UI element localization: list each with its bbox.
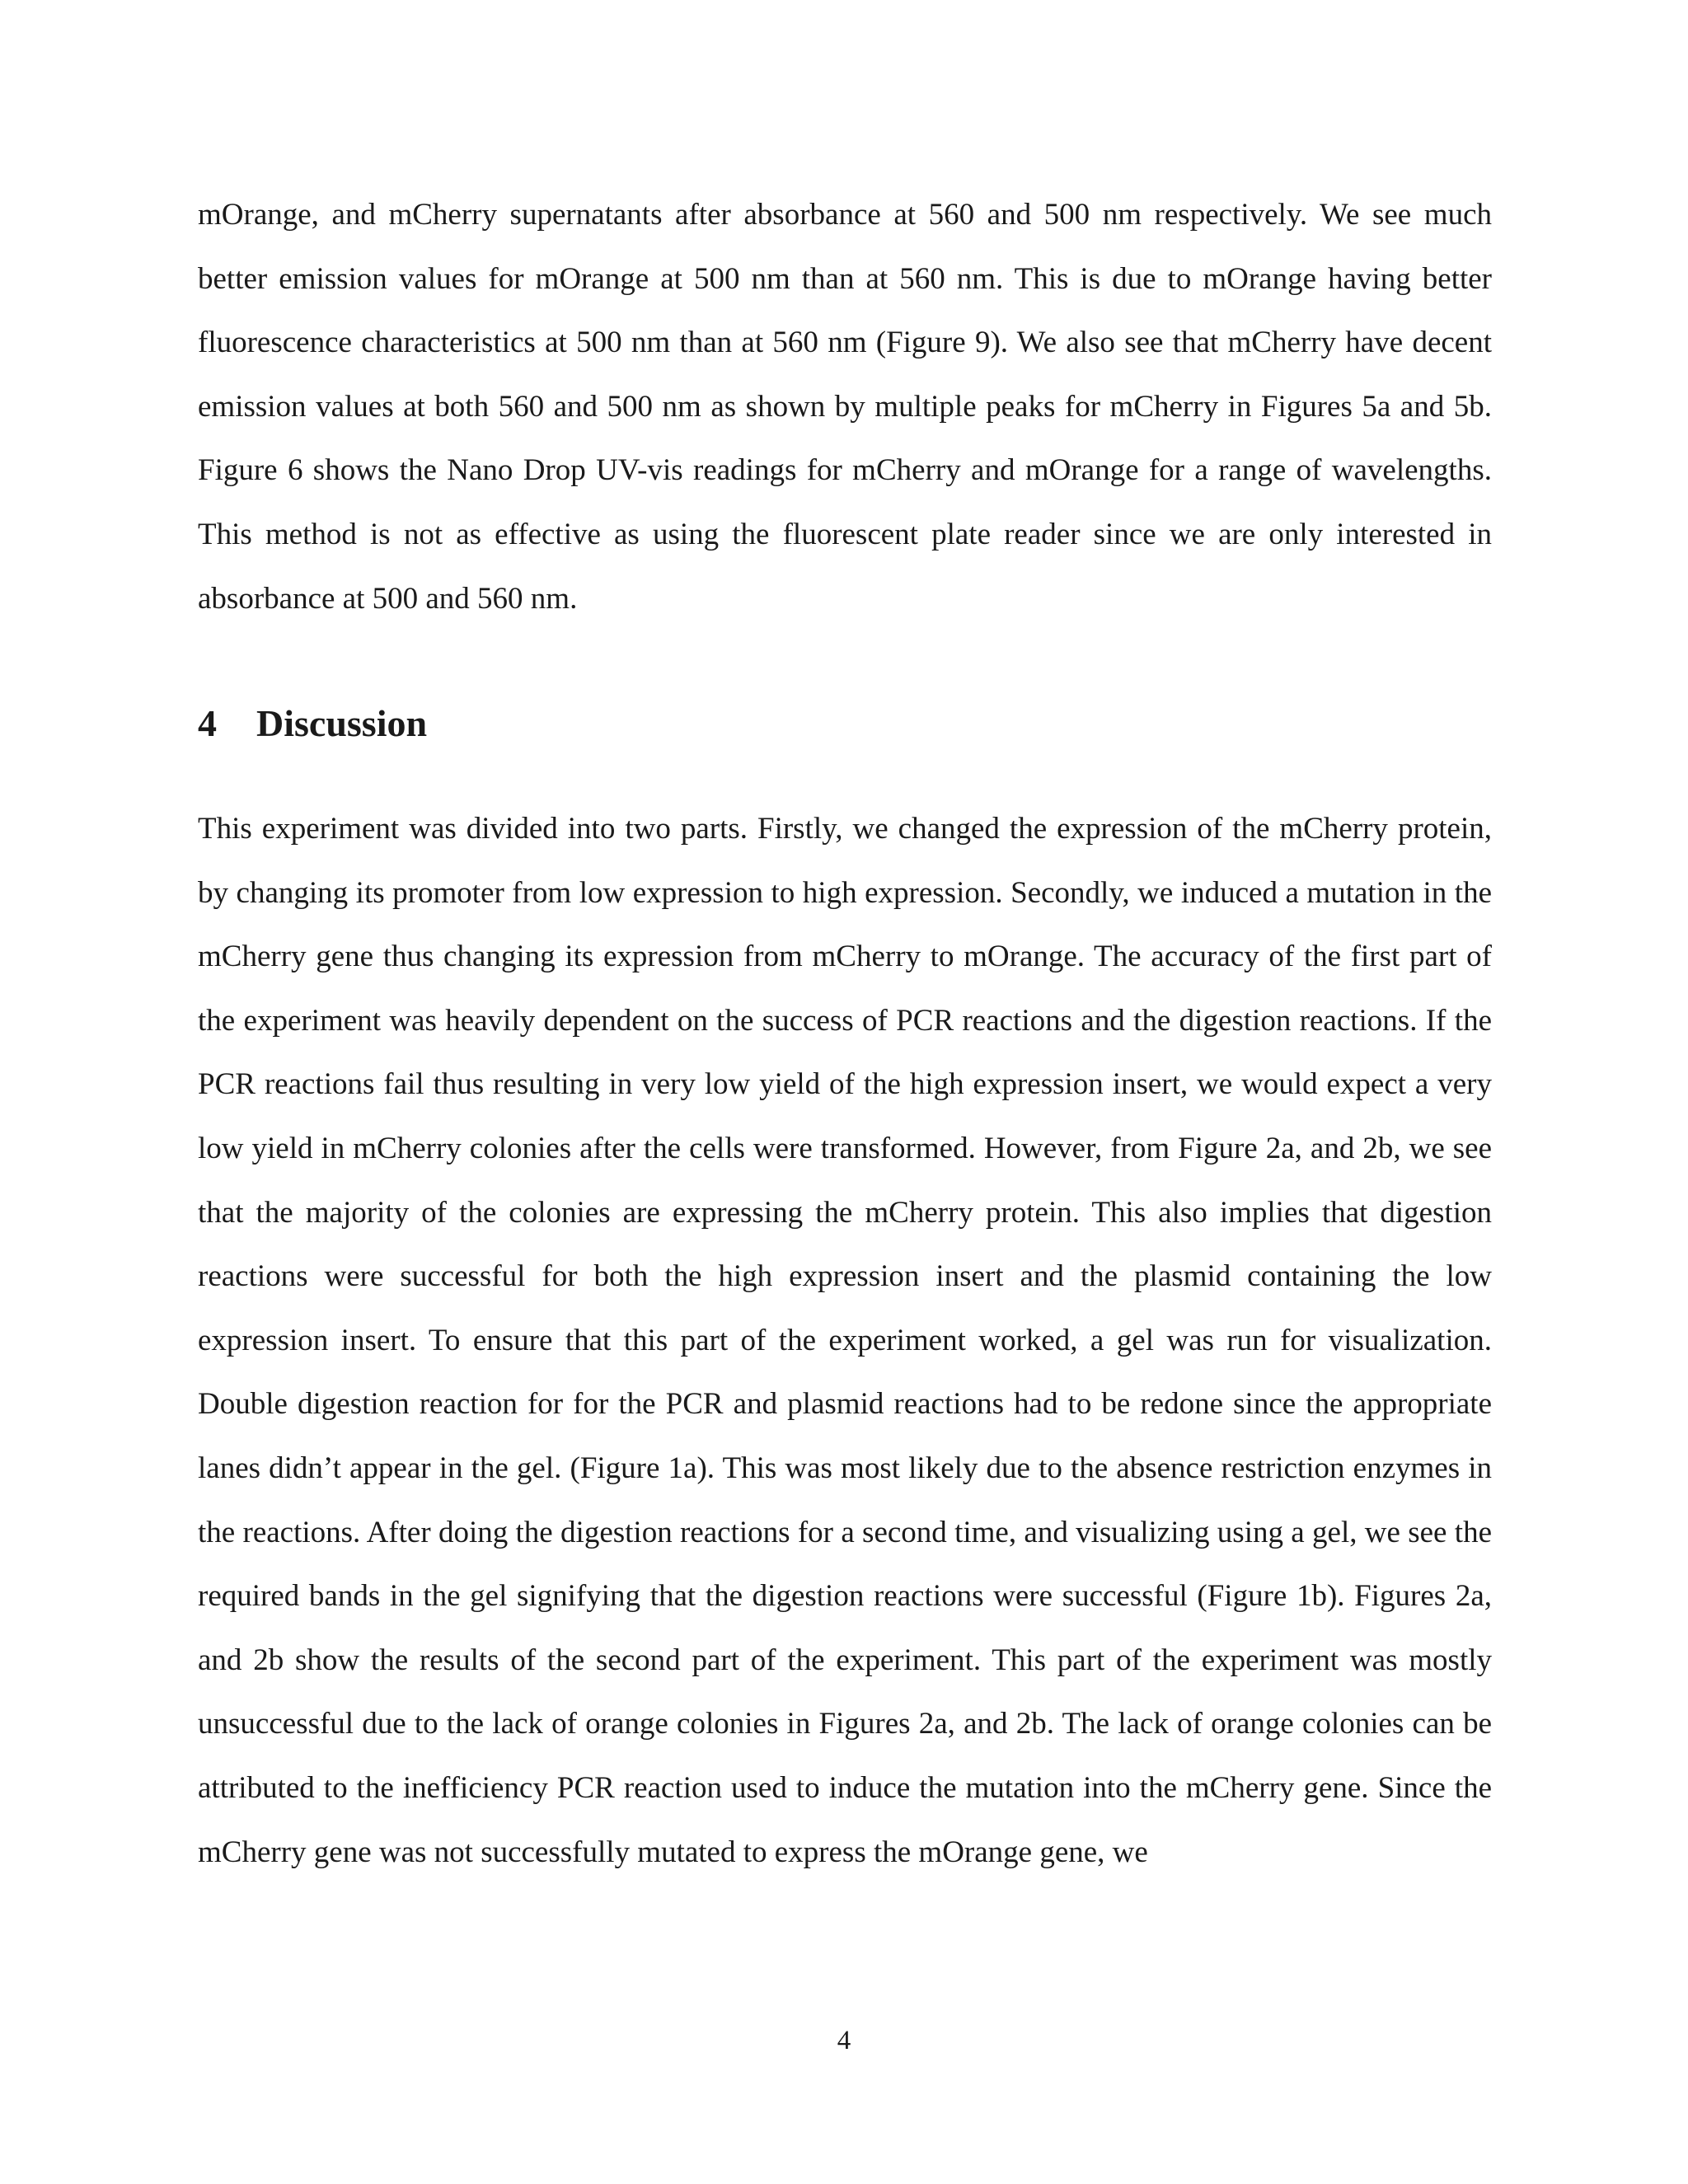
section-heading [198,699,427,748]
page-number: 4 [837,2026,851,2055]
section-title: Discussion [256,702,428,744]
results-paragraph: mOrange, and mCherry supernatants after absorbance at 560 and 500 nm respectively. We see much better emission values for mOrange at 500 nm than at 560 nm. This is due to mOrange having better fluorescence characteristics at 500 nm than at 560 nm (Figure 9). We also see that mCherry have decent emission values at both 560 and 500 nm as shown by multiple peaks for mCherry in Figures 5a and 5b. Figure 6 shows the Nano Drop UV-vis readings for mCherry and mOrange for a range of wavelengths. This method is not as effective as using the fluorescent plate reader since we are only interested in absorbance at 500 and 560 nm. [198,198,1492,616]
section-number: 4 [198,702,217,744]
discussion-paragraph: This experiment was divided into two parts. Firstly, we changed the expression of the mCherry protein, by changing its promoter from low expression to high expression. Secondly, we induced a mutation in the mCherry gene thus changing its expression from mCherry to mOrange. The accuracy of the first part of the experiment was heavily dependent on the success of PCR reactions and the digestion reactions. If the PCR reactions fail thus resulting in very low yield of the high expression insert, we would expect a very low yield in mCherry colonies after the cells were transformed. However, from Figure 2a, and 2b, we see that the majority of the colonies are expressing the mCherry protein. This also implies that digestion reactions were successful for both the high expression insert and the plasmid containing the low expression insert. To ensure that this part of the experiment worked, a gel was run for visualization. Double digestion reaction for for the PCR and plasmid reactions had to be redone since the appropriate lanes didn’t appear in the gel. (Figure 1a). This was most likely due to the absence restriction enzymes in the reactions. After doing the digestion reactions for a second time, and visualizing using a gel, we see the required bands in the gel signifying that the digestion reactions were successful (Figure 1b). Figures 2a, and 2b show the results of the second part of the experiment. This part of the experiment was mostly unsuccessful due to the lack of orange colonies in Figures 2a, and 2b. The lack of orange colonies can be attributed to the inefficiency PCR reaction used to induce the mutation into the mCherry gene. Since the mCherry gene was not successfully mutated to express the mOrange gene, we [198,812,1492,1869]
